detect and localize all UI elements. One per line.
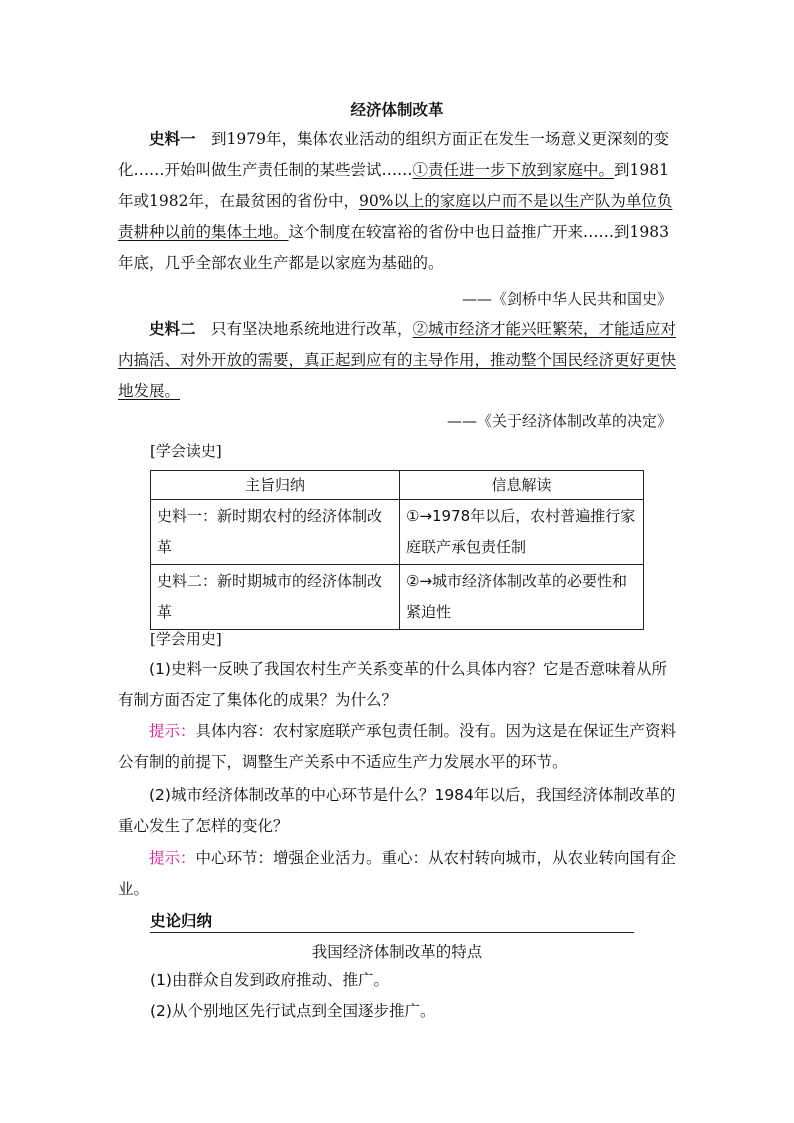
source-1-text-1: 到1979年，集体农业活动的组织方面正在发生一场意义更深刻的变化……开始叫做生产责任制的某些尝试……: [118, 130, 669, 179]
source-1-underlined-1: ①责任进一步下放到家庭中。: [412, 161, 615, 179]
summary-title: 我国经济体制改革的特点: [311, 943, 483, 961]
page-title: 经济体制改革: [350, 101, 444, 119]
info-table: [150, 470, 644, 630]
table-row: [151, 500, 644, 565]
summary-point: (2)从个别地区先行试点到全国逐步推广。: [150, 1002, 436, 1020]
hint-label: 提示：: [149, 722, 196, 740]
source-2-label: 史料二: [149, 320, 196, 338]
table-header-cell: 信息解读: [400, 471, 644, 500]
source-1-text-2: 到1981年或1982年，在最贫困的省份中，: [118, 161, 669, 210]
use-history-label: [学会用史]: [150, 630, 222, 648]
table-cell: 史料二：新时期城市的经济体制改革: [151, 565, 400, 630]
table-cell: ①→1978年以后，农村普遍推行家庭联产承包责任制: [400, 500, 644, 565]
table-header-row: [151, 471, 644, 500]
source-2-paragraph: [118, 314, 678, 407]
table-cell: 史料一：新时期农村的经济体制改革: [151, 500, 400, 565]
answer-1-text: 具体内容：农村家庭联产承包责任制。没有。因为这是在保证生产资料公有制的前提下，调整生产关系中不适应生产力发展水平的环节。: [118, 722, 677, 771]
table-row: [151, 565, 644, 630]
read-history-label: [学会读史]: [150, 442, 222, 460]
answer-2: [118, 843, 678, 905]
source-1-label: 史料一: [149, 130, 196, 148]
source-1-citation: ——《剑桥中华人民共和国史》: [461, 290, 672, 308]
summary-point: (1)由群众自发到政府推动、推广。: [150, 971, 389, 989]
table-header-cell: 主旨归纳: [151, 471, 400, 500]
source-2-citation: ——《关于经济体制改革的决定》: [446, 412, 672, 430]
question-2: (2)城市经济体制改革的中心环节是什么？1984年以后，我国经济体制改革的重心发生了怎样的变化？: [118, 786, 676, 835]
source-1-paragraph: [118, 124, 678, 279]
source-2-text-1: 只有坚决地系统地进行改革，: [211, 320, 413, 338]
source-2-underlined: ②城市经济才能兴旺繁荣，才能适应对内搞活、对外开放的需要，真正起到应有的主导作用，推动整个国民经济更好更快地发展。: [118, 320, 677, 400]
question-1: (1)史料一反映了我国农村生产关系变革的什么具体内容？它是否意味着从所有制方面否定了集体化的成果？为什么？: [118, 660, 667, 709]
table-cell: ②→城市经济体制改革的必要性和紧迫性: [400, 565, 644, 630]
source-1-underlined-2: 90%以上的家庭以户而不是以生产队为单位负责耕种以前的集体土地。: [118, 192, 673, 241]
summary-heading: 史论归纳: [150, 910, 634, 933]
source-1-text-3: 这个制度在较富裕的省份中也日益推广开来……到1983年底，几乎全部农业生产都是以家庭为基础的。: [118, 223, 669, 272]
hint-label: 提示：: [149, 849, 196, 867]
answer-1: [118, 716, 678, 778]
answer-2-text: 中心环节：增强企业活力。重心：从农村转向城市，从农业转向国有企业。: [118, 849, 677, 898]
